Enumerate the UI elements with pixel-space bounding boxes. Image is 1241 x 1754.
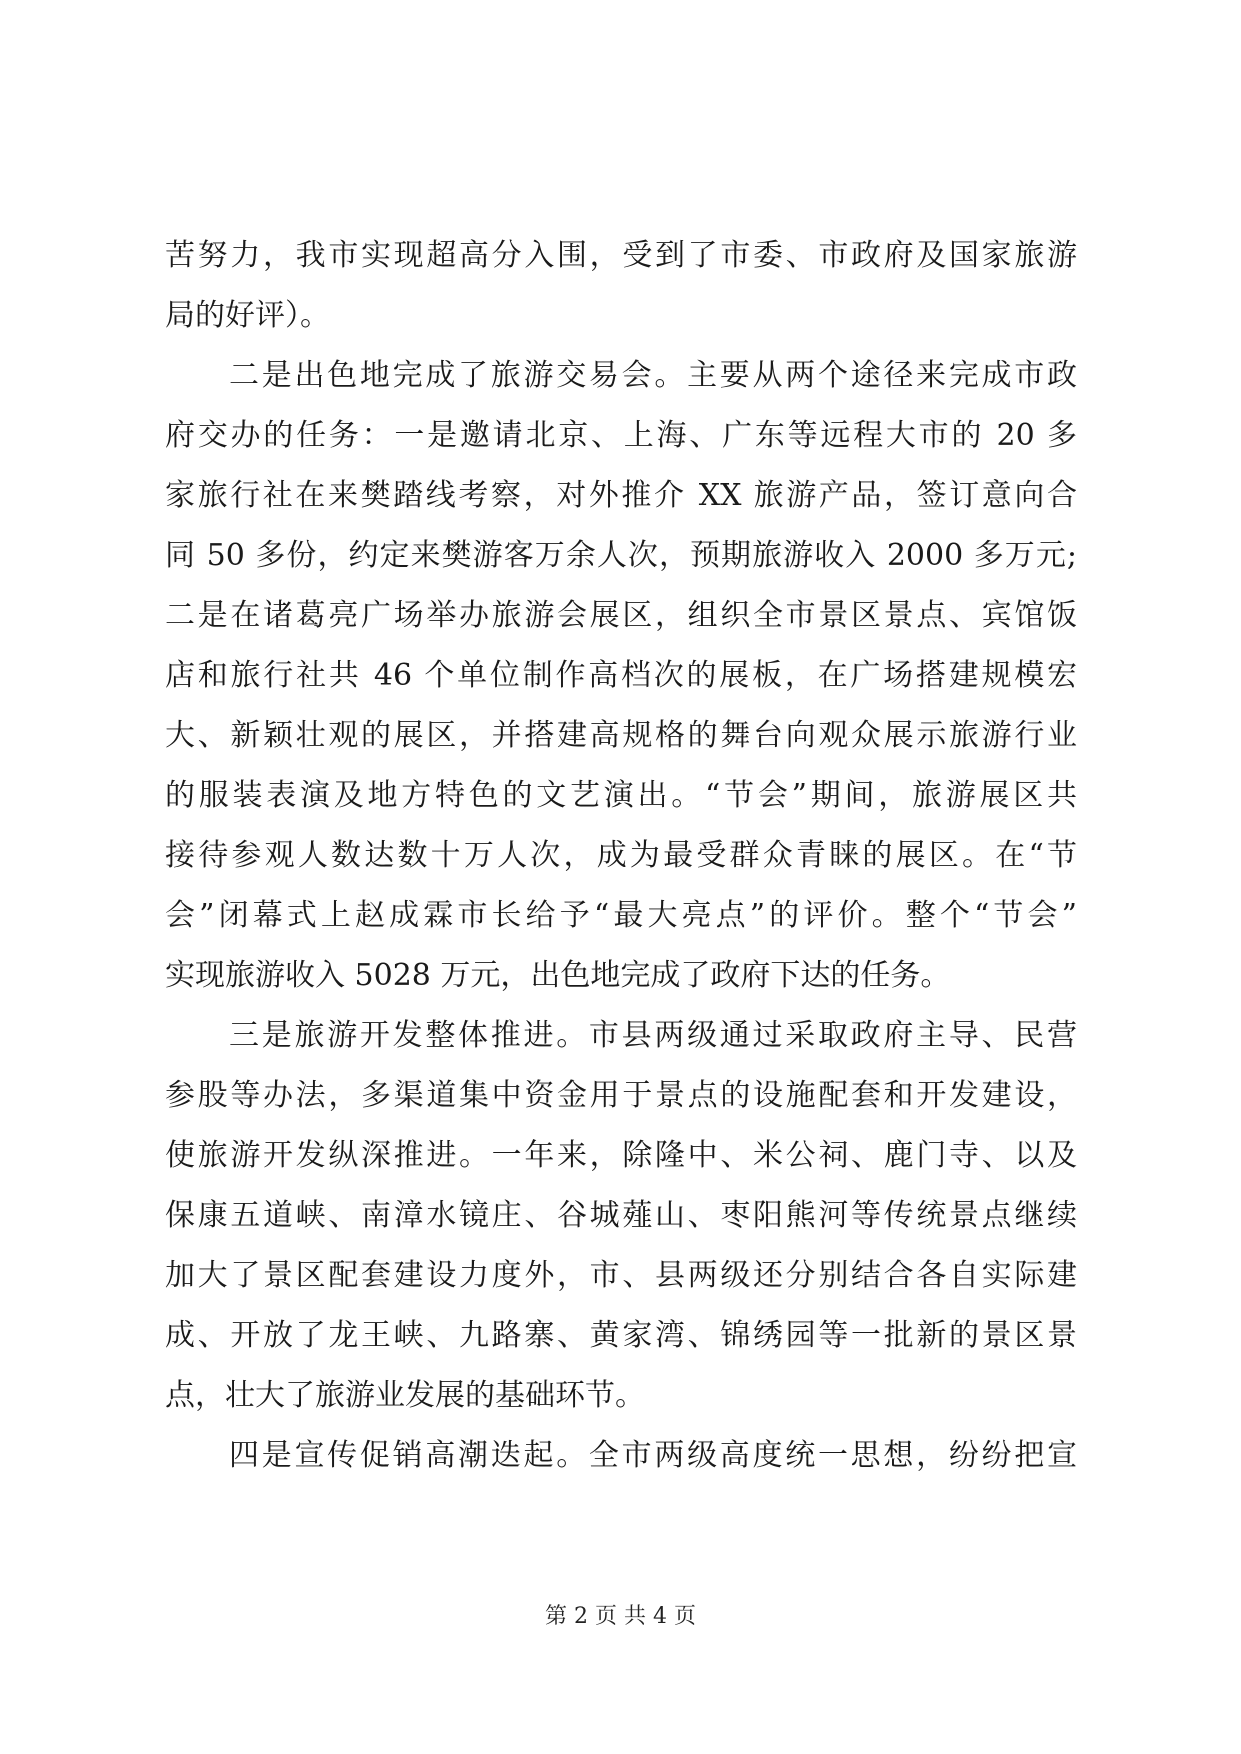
text-line: 局的好评）。 [165, 298, 330, 333]
text-line: 实现旅游收入 5028 万元，出色地完成了政府下达的任务。 [165, 958, 951, 993]
text-line: 同 50 多份，约定来樊游客万余人次，预期旅游收入 2000 多万元; [165, 538, 1077, 573]
text-line: 店和旅行社共 46 个单位制作高档次的展板，在广场搭建规模宏 [165, 658, 1077, 693]
page-footer: 第 2 页 共 4 页 [545, 1604, 696, 1629]
text-line: 二是在诸葛亮广场举办旅游会展区，组织全市景区景点、宾馆饭 [165, 598, 1077, 633]
paragraph-start-line: 四是宣传促销高潮迭起。全市两级高度统一思想，纷纷把宣 [229, 1438, 1077, 1473]
body-text [165, 226, 1077, 1486]
text-line: 成、开放了龙王峡、九路寨、黄家湾、锦绣园等一批新的景区景 [165, 1318, 1077, 1353]
text-line: 接待参观人数达数十万人次，成为最受群众青睐的展区。在“节 [165, 838, 1077, 873]
paragraph-start-line: 三是旅游开发整体推进。市县两级通过采取政府主导、民营 [229, 1018, 1077, 1053]
text-line: 家旅行社在来樊踏线考察，对外推介 XX 旅游产品，签订意向合 [165, 478, 1077, 513]
text-line: 会”闭幕式上赵成霖市长给予“最大亮点”的评价。整个“节会” [165, 898, 1077, 933]
text-line: 保康五道峡、南漳水镜庄、谷城薤山、枣阳熊河等传统景点继续 [165, 1198, 1077, 1233]
text-line: 府交办的任务：一是邀请北京、上海、广东等远程大市的 20 多 [165, 418, 1077, 453]
paragraph-start-line: 二是出色地完成了旅游交易会。主要从两个途径来完成市政 [229, 358, 1077, 393]
text-line: 的服装表演及地方特色的文艺演出。“节会”期间，旅游展区共 [165, 778, 1077, 813]
text-line: 加大了景区配套建设力度外，市、县两级还分别结合各自实际建 [165, 1258, 1077, 1293]
text-line: 苦努力，我市实现超高分入围，受到了市委、市政府及国家旅游 [165, 238, 1077, 273]
text-line: 大、新颖壮观的展区，并搭建高规格的舞台向观众展示旅游行业 [165, 718, 1077, 753]
text-line: 使旅游开发纵深推进。一年来，除隆中、米公祠、鹿门寺、以及 [165, 1138, 1077, 1173]
text-line: 参股等办法，多渠道集中资金用于景点的设施配套和开发建设， [165, 1078, 1077, 1113]
text-line: 点，壮大了旅游业发展的基础环节。 [165, 1378, 645, 1413]
